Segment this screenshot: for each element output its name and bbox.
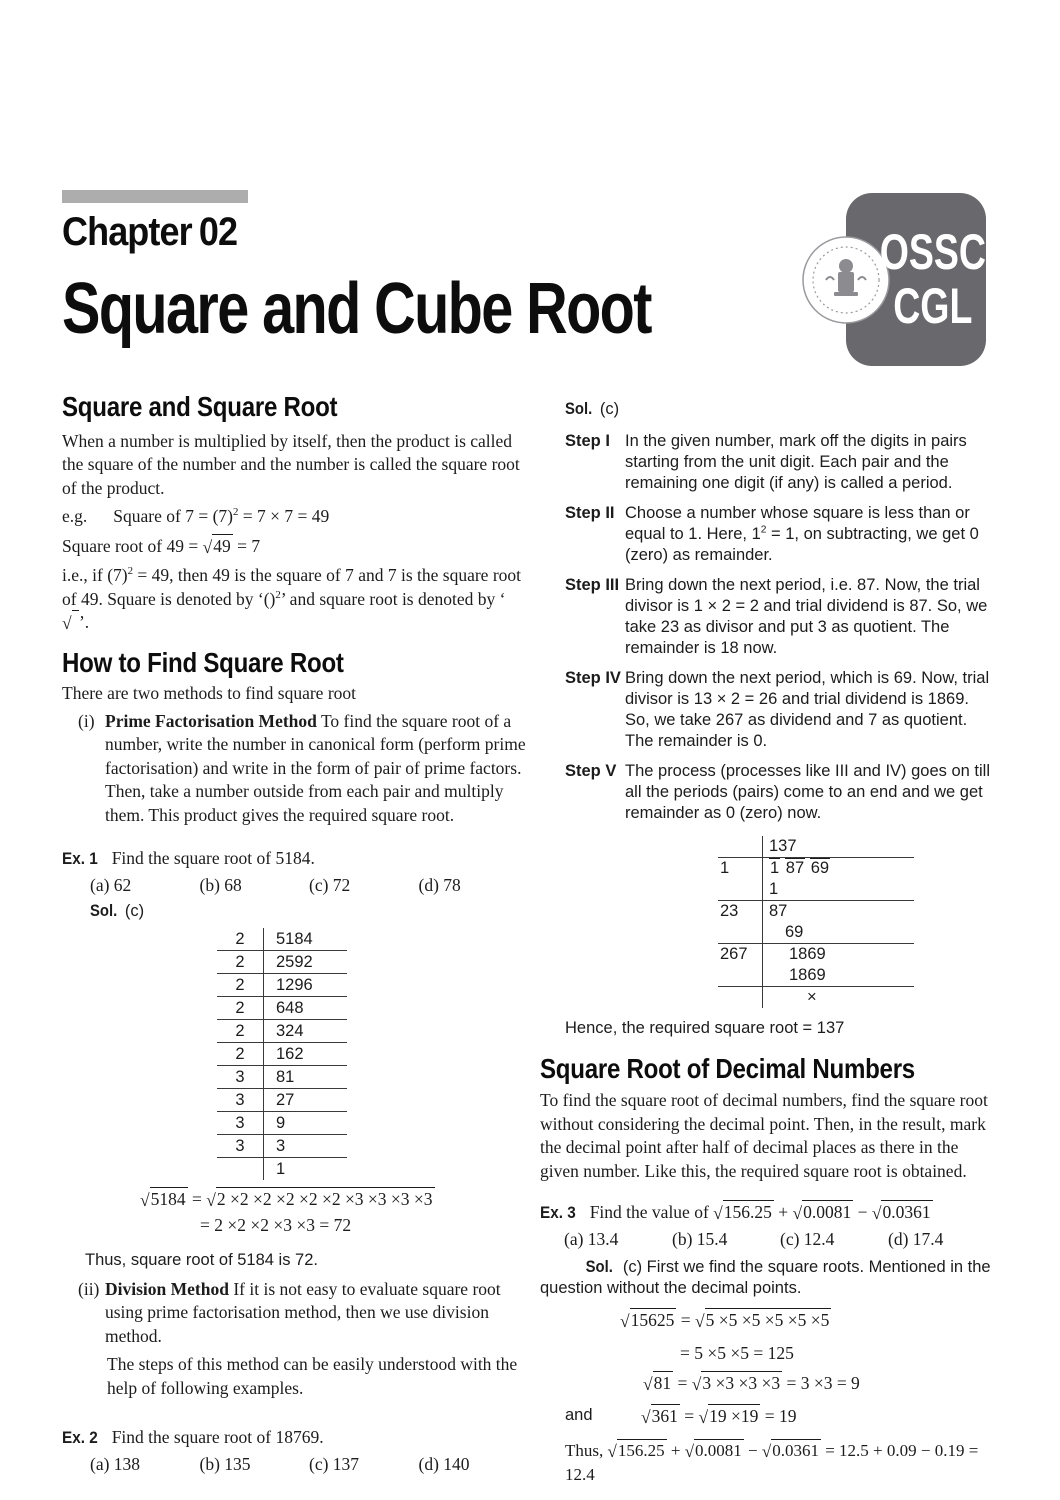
factor-row: 2 648 [217, 997, 347, 1020]
right-column [540, 395, 996, 1486]
example-2-answer: (c) [599, 400, 620, 418]
and-label: and [565, 1405, 593, 1424]
factor-row: 3 27 [217, 1089, 347, 1112]
sqrt-361-line [540, 1405, 996, 1429]
option-a: (a) 138 [90, 1453, 141, 1474]
example-2-solution-label: Sol. (c) [565, 400, 620, 418]
eg-label: e.g. [62, 506, 88, 526]
section-heading-decimal-numbers: Square Root of Decimal Numbers [540, 1052, 915, 1084]
quotient-row [718, 836, 914, 857]
example-line-square [62, 505, 528, 529]
method-1-number: (i) [78, 710, 95, 731]
example-2-label: Ex. 2 [62, 1428, 98, 1447]
factor-row: 3 3 [217, 1135, 347, 1158]
method-2-number: (ii) [78, 1278, 100, 1299]
page-title: Square and Cube Root [62, 269, 651, 349]
section-heading-how-to-find-square-root: How to Find Square Root [62, 646, 344, 678]
example-2 [62, 1426, 528, 1450]
option-a: (a) 62 [90, 874, 132, 895]
method-1-description: To find the square root of a number, write the number in canonical form (perform prime factorisation) and write in the form of pair of prime factors. Then, take a number outside from each pair and multiply them. This product gives the required square root. [105, 710, 526, 825]
factor-row: 3 9 [217, 1112, 347, 1135]
step-4: Step IV Bring down the next period, which is 69. Now, trial divisor is 13 × 2 = 26 and trial dividend is 1869. So, we take 267 as dividend and 7 as quotient. The remainder is 0. [565, 668, 990, 750]
method-division [62, 1278, 528, 1349]
chapter-number: 02 [198, 210, 238, 254]
step-5: Step V The process (processes like III and IV) goes on till all the periods (pairs) come to an end and we get remainder as 0 (zero) now. [565, 761, 990, 822]
decimal-method-paragraph: To find the square root of decimal numbers, find the square root without considering the decimal point. Then, in the result, mark the decimal point after half of decimal places as there in the given number. Like this, the required square root is obtained. [540, 1090, 988, 1181]
chapter-word: Chapter [62, 210, 192, 254]
example-1-label: Ex. 1 [62, 849, 98, 868]
exam-badge [846, 193, 986, 366]
example-1-conclusion: Thus, square root of 5184 is 72. [85, 1250, 318, 1269]
option-a: (a) 13.4 [564, 1228, 619, 1249]
subtract-row: 1 [718, 879, 914, 900]
divisor-row: 267 1869 [718, 943, 914, 965]
example-line-square-root: Square root of 49 = √49 = 7 [62, 535, 261, 557]
example-3-sol-label: Sol. [585, 1258, 613, 1276]
example-1-options [90, 874, 528, 898]
option-c: (c) 12.4 [780, 1228, 835, 1249]
option-d: (d) 78 [418, 874, 461, 895]
subtract-row: 69 [718, 922, 914, 943]
factor-row: 1 [217, 1158, 347, 1180]
example-3 [540, 1201, 996, 1225]
option-c: (c) 137 [309, 1453, 360, 1474]
square-definition-paragraph: When a number is multiplied by itself, then the product is called the square of the number and the number is called the square root of the product. [62, 430, 520, 498]
quotient-value: 137 [762, 836, 914, 857]
factor-row: 2 1296 [217, 974, 347, 997]
sqrt-5184-equation: √5184 = √2 ×2 ×2 ×2 ×2 ×2 ×3 ×3 ×3 ×3 [140, 1188, 433, 1210]
left-column [62, 391, 528, 1476]
step-1: Step I In the given number, mark off the digits in pairs starting from the unit digit. Each pair and the remaining one digit (if any) is called a period. [565, 431, 967, 492]
option-b: (b) 135 [199, 1453, 251, 1474]
method-2-description: If it is not easy to evaluate square root using prime factorisation method, then we use division method. [105, 1278, 501, 1346]
factor-row: 2 162 [217, 1043, 347, 1066]
example-3-question: Find the value of √156.25 + √0.0081 − √0.0361 [589, 1202, 931, 1223]
example-1 [62, 847, 528, 871]
option-c: (c) 72 [309, 874, 351, 895]
factor-row: 2 5184 [217, 928, 347, 951]
methods-intro: There are two methods to find square root [62, 683, 357, 703]
eg-equation: Square of $7 = (7)^2 = 7 \times 7 = 49$ [113, 506, 330, 526]
example-1-question: Find the square root of 5184. [111, 848, 315, 868]
example-2-question: Find the square root of 18769. [111, 1427, 324, 1447]
option-d: (d) 140 [418, 1453, 470, 1474]
subtract-row: 1869 [718, 965, 914, 986]
dividend-row: 1 1 87 69 [718, 857, 914, 879]
example-3-options [564, 1228, 996, 1252]
chapter-accent-bar [62, 190, 248, 203]
example-2-options [90, 1453, 528, 1477]
badge-line-ossc: OSSC [879, 224, 987, 280]
option-b: (b) 15.4 [672, 1228, 728, 1249]
step-3: Step III Bring down the next period, i.e. 87. Now, the trial divisor is 1 × 2 = 2 and trial dividend is 87. So, we take 23 as divisor and put 3 as quotient. The remainder is 18 now. [565, 575, 988, 657]
option-b: (b) 68 [199, 874, 242, 895]
example-1-answer: (c) [124, 902, 145, 920]
prime-factorization-table [217, 928, 347, 1180]
odisha-emblem-icon [802, 236, 890, 324]
step-2: Step II Choose a number whose square is less than or equal to 1. Here, $1^2 = 1$, on subtracting, we get 0 (zero) as remainder. [565, 503, 979, 564]
example-3-label: Ex. 3 [540, 1203, 576, 1222]
factor-row: 3 81 [217, 1066, 347, 1089]
factor-row: 2 324 [217, 1020, 347, 1043]
hence-conclusion: Hence, the required square root = 137 [565, 1018, 845, 1037]
method-prime-factorisation [62, 710, 528, 828]
sqrt-15625-equation: √15625 = √5 ×5 ×5 ×5 ×5 ×5 [620, 1310, 830, 1331]
example-1-solution-label: Sol. (c) [90, 902, 145, 920]
method-1-name: Prime Factorisation Method [105, 710, 317, 731]
exam-badge-text [880, 193, 986, 366]
remainder-row: × [718, 986, 914, 1008]
section-heading-square-and-square-root: Square and Square Root [62, 391, 338, 422]
sqrt-81-equation: √81 = √3 ×3 ×3 ×3 = 3 ×3 = 9 [643, 1373, 860, 1394]
example-3-conclusion: Thus, √156.25 + √0.0081 − √0.0361 = 12.5 + 0.09 − 0.19 = 12.4 [565, 1441, 979, 1484]
ie-paragraph: i.e., if $(7)^2 = 49$, then 49 is the square of 7 and 7 is the square root of 49. Square is denoted by ‘()$^2$’ and square root is denoted by ‘√ ’. [62, 565, 522, 633]
factor-row: 2 2592 [217, 951, 347, 974]
method-2-name: Division Method [105, 1278, 229, 1299]
divisor-row: 23 87 [718, 900, 914, 922]
example-3-solution [540, 1257, 996, 1299]
sqrt-15625-result: = 5 ×5 ×5 = 125 [680, 1342, 794, 1363]
method-2-note: The steps of this method can be easily understood with the help of following examples. [107, 1354, 518, 1398]
option-d: (d) 17.4 [888, 1228, 944, 1249]
sqrt-361-equation: √361 = √19 ×19 = 19 [641, 1405, 797, 1427]
sqrt-5184-result: = 2 ×2 ×2 ×3 ×3 = 72 [200, 1215, 352, 1235]
example-3-sol-text: (c) First we find the square roots. Mentioned in the question without the decimal points. [540, 1258, 991, 1297]
chapter-label [62, 210, 237, 255]
long-division-table [718, 836, 914, 1008]
badge-line-cgl: CGL [893, 277, 973, 334]
